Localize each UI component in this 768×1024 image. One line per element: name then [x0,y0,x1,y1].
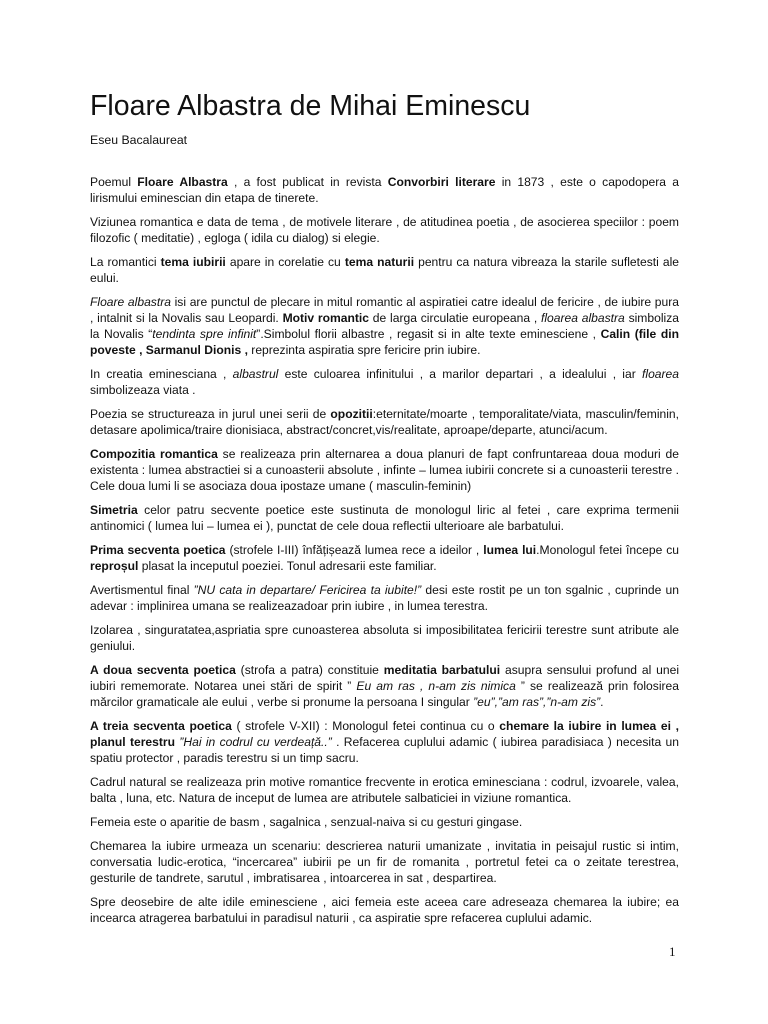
text-run: de larga circulatie europeana , [369,311,541,325]
text-run: celor patru secvente poetice este sustinuta de monologul liric al fetei , care exprima termenii antinomici ( lumea lui – lumea ei ), punctat de cele doua reflectii ulterioare ale barbatului. [90,503,679,533]
bold-text: lumea lui [483,543,537,557]
text-run: apare in corelatie cu [225,255,345,269]
text-run: (strofa a patra) constituie [235,663,384,677]
text-run: Spre deosebire de alte idile eminesciene , aici femeia este aceea care adreseaza chemarea la iubire; ea incearca atragerea barbatului in paradisul naturii , ca aspiratie spre refacerea cuplului adamic. [90,895,679,925]
italic-text: floarea albastra [540,311,625,325]
bold-text: tema naturii [344,255,415,269]
text-run: in 1873 , este o capodopera a lirismului eminescian din etapa de tinerete. [90,175,679,205]
bold-text: Convorbiri literare [387,175,496,189]
text-run: desi este rostit pe un ton sgalnic , cuprinde un adevar : implinirea umana se realizeazadoar prin iubire , in lumea terestra. [90,583,679,613]
bold-text: Motiv romantic [282,311,369,325]
text-run: . [600,695,604,709]
italic-text: Eu am ras , n-am zis nimica [356,679,516,693]
essay-paragraph [90,502,679,534]
essay-paragraph [90,446,679,494]
page-number: 1 [669,944,676,959]
text-run: reprezinta aspiratia spre fericire prin iubire. [247,343,481,357]
italic-text: albastrul [232,367,279,381]
essay-paragraph [90,294,679,358]
text-run: simbolizeaza viata . [90,383,196,397]
text-run: Avertismentul final [90,583,194,597]
bold-text: reproșul [90,559,139,573]
bold-text: A treia secventa poetica [90,719,232,733]
essay-paragraph [90,366,679,398]
text-run: , a fost publicat in revista [227,175,388,189]
text-run: Cadrul natural se realizeaza prin motive romantice frecvente in erotica eminesciana : codrul, izvoarele, valea, balta , luna, etc. Natura de inceput de lumea are atributele salbaticiei in viziune romantica. [90,775,679,805]
essay-paragraph [90,174,679,206]
italic-text: floarea [642,367,679,381]
text-run: ” se realizează prin folosirea mărcilor gramaticale ale eului , verbe si pronume la persoana I singular [90,679,679,709]
italic-text: ”eu”,”am ras”,”n-am zis” [473,695,601,709]
bold-text: meditatia barbatului [383,663,501,677]
bold-text: tema iubirii [160,255,226,269]
text-run: pentru ca natura vibreaza la starile sufletesti ale eului. [90,255,679,285]
text-run: Chemarea la iubire urmeaza un scenariu: descrierea naturii umanizate , invitatia in peisajul rustic si intim, conversatia ludic-erotica, “incercarea” iubirii pe un fir de romanita , portretul fetei ca o zeitate terestrea, gesturile de tandrete, sarutul , imbratisarea , intoarcerea in sat , despartirea. [90,839,679,885]
bold-text: Prima secventa poetica [90,543,226,557]
text-run: Poemul [90,175,138,189]
text-run: .Monologul fetei începe cu [536,543,679,557]
essay-body [90,174,679,934]
essay-paragraph [90,214,679,246]
text-run: simboliza la Novalis “ [90,311,679,341]
bold-text: Floare Albastra [137,175,228,189]
text-run: Izolarea , singuratatea,aspriatia spre cunoasterea absoluta si imposibilitatea fericirii terestre sunt atribute ale geniului. [90,623,679,653]
essay-paragraph [90,662,679,710]
italic-text: ”Hai in codrul cu verdeață..” [179,735,332,749]
text-run: . Refacerea cuplului adamic ( iubirea paradisiaca ) necesita un spatiu protector , paradis terestru si un timp sacru. [90,735,679,765]
bold-text: chemare la iubire in lumea ei , planul terestru [90,719,679,749]
text-run: se realizeaza prin alternarea a doua planuri de fapt confruntareaa doua moduri de existenta : lumea abstractiei si a cunoasterii absolute , infinte – lumea iubirii concrete si a cunoasterii terestre . Cele doua lumi li se asociaza doua ipostaze umane ( masculin-feminin) [90,447,679,493]
text-run: ”.Simbolul florii albastre , regasit si in alte texte eminesciene , [256,327,601,341]
essay-paragraph [90,622,679,654]
bold-text: Compozitia romantica [90,447,218,461]
essay-paragraph [90,582,679,614]
essay-paragraph [90,774,679,806]
text-run: Viziunea romantica e data de tema , de motivele literare , de atitudinea poetia , de asocierea speciilor : poem filozofic ( meditatie) , egloga ( idila cu dialog) si elegie. [90,215,679,245]
essay-paragraph [90,254,679,286]
essay-paragraph [90,542,679,574]
bold-text: Calin (file din poveste , Sarmanul Dionis , [90,327,679,357]
text-run: :eternitate/moarte , temporalitate/viata, masculin/feminin, detasare apolimica/traire dionisiaca, abstract/concret,vis/realitate, aproape/departe, atunci/acum. [90,407,680,437]
text-run: Poezia se structureaza in jurul unei serii de [90,407,331,421]
italic-text: tendinta spre infinit [152,327,257,341]
essay-paragraph [90,894,679,926]
text-run: La romantici [90,255,161,269]
essay-paragraph [90,814,679,830]
bold-text: A doua secventa poetica [90,663,236,677]
essay-paragraph [90,406,679,438]
bold-text: Simetria [90,503,138,517]
italic-text: ”NU cata in departare/ Fericirea ta iubite!” [193,583,422,597]
text-run: asupra sensului profund al unei iubiri rememorate. Notarea unei stări de spirit ” [90,663,680,693]
text-run: isi are punctul de plecare in mitul romantic al aspiratiei catre idealul de fericire , de iubire pura , intalnit si la Novalis sau Leopardi. [90,295,680,325]
text-run: ( strofele V-XII) : Monologul fetei continua cu o [231,719,500,733]
text-run: (strofele I-III) înfățișează lumea rece a ideilor , [225,543,484,557]
text-run: In creatia eminesciana , [90,367,233,381]
italic-text: Floare albastra [90,295,171,309]
text-run: plasat la inceputul poeziei. Tonul adresarii este familiar. [138,559,437,573]
document-title: Floare Albastra de Mihai Eminescu [90,90,531,122]
text-run: este culoarea infinitului , a marilor departari , a idealului , iar [278,367,643,381]
document-subtitle: Eseu Bacalaureat [90,133,188,147]
bold-text: opozitii [330,407,373,421]
text-run: Femeia este o aparitie de basm , sagalnica , senzual-naiva si cu gesturi gingase. [90,815,523,829]
essay-paragraph [90,838,679,886]
essay-paragraph [90,718,679,766]
